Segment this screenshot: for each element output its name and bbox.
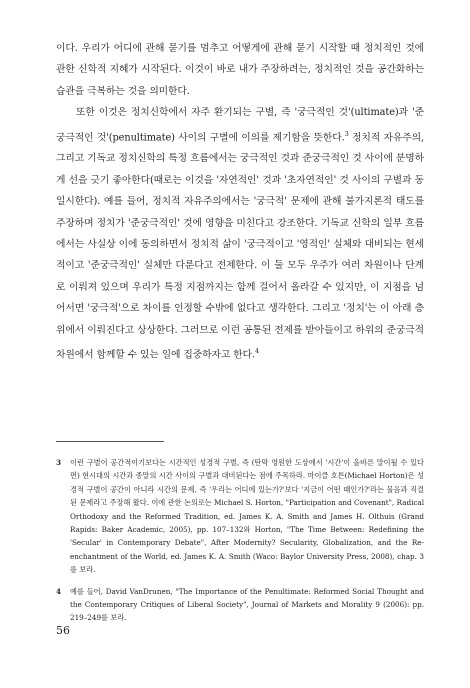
paragraph-1: 이다. 우리가 어디에 관해 묻기를 멈추고 어떻게에 관해 묻기 시작할 때 정치적인 것에 관한 신학적 지혜가 시작된다. 이것이 바로 내가 주장하려는, 정치적인 것을 공간화하는 습관을 극복하는 것을 의미한다. [56, 43, 424, 97]
paragraph-2 [56, 102, 424, 365]
footnote-number: 4 [56, 586, 62, 596]
footnote-number: 3 [56, 458, 62, 467]
footnote-3 [56, 456, 424, 577]
footnote-ref-4[interactable]: 4 [255, 346, 260, 355]
body-text [56, 38, 424, 366]
footnote-ref-3[interactable]: 3 [344, 129, 349, 138]
footnote-text: 예를 들어, David VanDrunen, "The Importance of the Penultimate: Reformed Social Thought and the Contemporary Critiques of Liberal Society", Journal of Markets and Morality 9 (2006): pp. 219–249를 보라. [70, 586, 424, 623]
footnote-4 [56, 585, 424, 625]
page-number: 56 [56, 624, 70, 637]
paragraph-2-part-2: 정치적 자유주의, 그리고 기독교 정치신학의 특정 흐름에서는 궁극적인 것과 준궁극적인 것 사이에 분명하게 선을 긋기 좋아한다(때로는 이것을 '자연적인' 것과 '초자연적인' 것 사이의 구별과 동일시한다). 예를 들어, 정치적 자유주의에서는 '궁극적' 문제에 관해 불가지론적 태도를 주장하며 정치가 '준궁극적인' 것에 영향을 미친다고 강조한다. 기독교 신학의 일부 흐름에서는 사실상 이에 동의하면서 정치적 삶이 '궁극적이고 '영적인' 실체와 대비되는 현세적이고 '준궁극적인' 실체만 다룬다고 전제한다. 이 둘 모두 우주가 여러 차원이나 단계로 이뤄져 있으며 우리가 특정 지점까지는 함께 걸어서 올라갈 수 있지만, 이 지점을 넘어서면 '궁극적'으로 차이를 인정할 수밖에 없다고 생각한다. 그리고 '정치'는 이 아래 층위에서 이뤄진다고 상상한다. 그러므로 이런 공통된 전제를 받아들이고 하위의 준궁극적 차원에서 함께할 수 있는 일에 집중하자고 한다. [56, 131, 424, 361]
footnote-text: 이런 구별이 공간적이기보다는 시간적인 성경적 구별, 즉 (탄막 영원한 도상에서 '시간'이 올바른 말이될 수 있다면) 현시대의 시간과 종말의 시간 사이의 구별과 대비된다는 점에 주목하라. 마이클 호튼(Michael Horton)은 성경적 구별이 공간이 아니라 시간의 문제, 즉 '우리는 어디에 있는가?'보다 '지금이 어떤 때인가?'라는 물음과 직결된 문제라고 주장해 왔다. 이에 관한 논의로는 Michael S. Horton, "Participation and Covenant", Radical Orthodoxy and the Reformed Tradition, ed. James K. A. Smith and James H. Olthuis (Grand Rapids: Baker Academic, 2005), pp. 107–132와 Horton, "The Time Between: Redefining the 'Secular' in Contemporary Debate", After Modernity? Secularity, Globalization, and the Re-enchantment of the World, ed. James K. A. Smith (Waco: Baylor University Press, 2008), chap. 3를 보라. [70, 458, 424, 575]
footnotes [56, 456, 424, 633]
paragraph-2-part-1: 또한 이것은 정치신학에서 자주 환기되는 구별, 즉 '궁극적인 것'(ultimate)과 '준궁극적인 것'(penultimate) 사이의 구별에 이의를 제기함을 뜻한다. [56, 107, 424, 143]
footnote-divider [56, 441, 164, 442]
